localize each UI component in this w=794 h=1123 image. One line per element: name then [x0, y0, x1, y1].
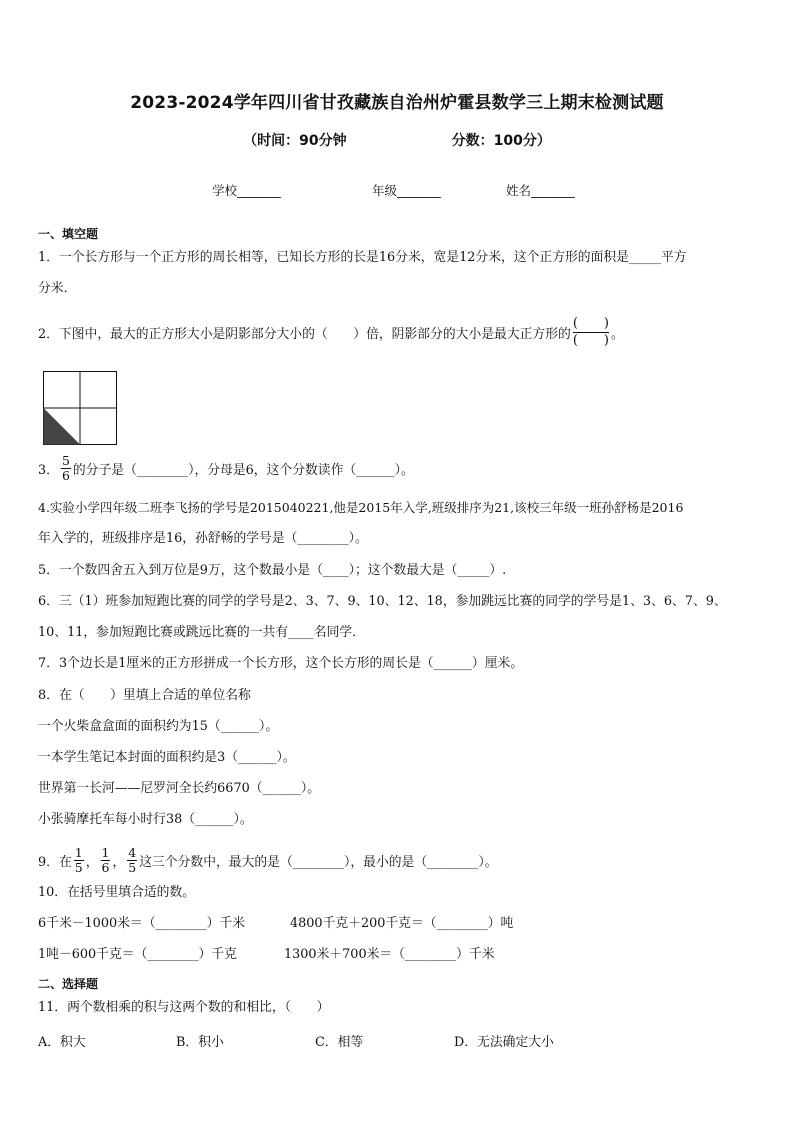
question-2-end: 。: [610, 327, 624, 342]
fraction-numerator: 1: [101, 845, 110, 860]
question-6-line-2: 10、11，参加短跑比赛或跳远比赛的一共有____名同学．: [38, 625, 365, 640]
section-fill-heading: 一、填空题: [38, 227, 99, 241]
question-8-item: 一个火柴盒盒面的面积约为15（______）。: [38, 719, 279, 734]
separator: ，: [85, 855, 99, 870]
question-5: 5．一个数四舍五入到万位是9万，这个数最小是（____）；这个数最大是（_____）.: [38, 563, 507, 578]
question-8-item: 小张骑摩托车每小时行38（______）。: [38, 812, 253, 827]
grade-field: 年级_______: [372, 183, 441, 198]
time-label: （时间：90分钟: [243, 133, 347, 149]
question-6-line-1: 6．三（1）班参加短跑比赛的同学的学号是2、3、7、9、10、12、18，参加跳远比赛的同学的学号是1、3、6、7、9、: [38, 594, 727, 609]
question-3-text: 的分子是（________），分母是6，这个分数读作（______）。: [72, 463, 414, 478]
fraction-1-6: [101, 846, 111, 875]
question-10-expr: 4800千克＋200千克＝（________）吨: [290, 916, 514, 931]
question-7: 7．3个边长是1厘米的正方形拼成一个长方形，这个长方形的周长是（______）厘米。: [38, 656, 524, 671]
fraction-numerator: 5: [61, 453, 70, 468]
section-choice-heading: 二、选择题: [38, 977, 99, 991]
fraction-numerator: 1: [74, 845, 83, 860]
option-c: C．相等: [315, 1035, 364, 1050]
fraction-5-6: [61, 454, 71, 483]
question-3: [38, 453, 414, 485]
question-9-text: 这三个分数中，最大的是（________），最小的是（________）。: [139, 855, 498, 870]
exam-subtitle: [0, 130, 794, 150]
page-title: 2023-2024学年四川省甘孜藏族自治州炉霍县数学三上期末检测试题: [130, 93, 664, 113]
question-9: [38, 845, 498, 877]
fraction-denominator: 5: [74, 860, 83, 875]
separator: ，: [112, 855, 126, 870]
square-grid-figure: [43, 371, 117, 445]
option-d: D．无法确定大小: [454, 1035, 554, 1050]
question-1-line-1: 1．一个长方形与一个正方形的周长相等，已知长方形的长是16分米，宽是12分米，这个正方形的面积是_____平方: [38, 250, 687, 265]
name-field: 姓名_______: [506, 183, 575, 198]
question-10-expr: 1吨－600千克＝（________）千克: [38, 947, 237, 962]
fraction-4-5: [127, 846, 137, 875]
fraction-denominator: 6: [101, 860, 110, 875]
question-10-expr: 6千米－1000米＝（________）千米: [38, 916, 246, 931]
question-8-stem: 8．在（ ）里填上合适的单位名称: [38, 688, 251, 703]
question-2-text: 2．下图中，最大的正方形大小是阴影部分大小的（ ）倍，阴影部分的大小是最大正方形的: [38, 327, 571, 342]
question-1-line-2: 分米．: [38, 281, 77, 296]
option-a: A．积大: [38, 1035, 86, 1050]
question-11-stem: 11．两个数相乘的积与这两个数的和相比，（ ）: [38, 1000, 330, 1015]
option-b: B．积小: [176, 1035, 224, 1050]
question-8-item: 世界第一长河——尼罗河全长约6670（______）。: [38, 781, 321, 796]
fraction-denominator: 6: [61, 468, 70, 483]
fraction-numerator: ( ): [572, 316, 609, 331]
fraction-denominator: 5: [128, 860, 137, 875]
question-9-prefix: 9．在: [38, 855, 72, 870]
fraction-denominator: ( ): [572, 333, 609, 348]
question-10-expr: 1300米＋700米＝（________）千米: [284, 947, 495, 962]
answer-fraction: [573, 316, 609, 349]
school-field: 学校_______: [212, 183, 281, 198]
question-2: [38, 318, 624, 351]
question-4-line-2: 年入学的，班级排序是16，孙舒畅的学号是（________）。: [38, 531, 368, 546]
question-4-line-1: 4.实验小学四年级二班李飞扬的学号是2015040221,他是2015年入学,班级排序为21,该校三年级一班孙舒杨是2016: [38, 500, 684, 515]
question-10-stem: 10．在括号里填合适的数。: [38, 885, 196, 900]
fraction-1-5: [74, 846, 84, 875]
question-8-item: 一本学生笔记本封面的面积约是3（______）。: [38, 750, 296, 765]
score-label: 分数：100分）: [451, 133, 551, 149]
question-3-number: 3．: [38, 463, 59, 478]
fraction-numerator: 4: [128, 845, 137, 860]
